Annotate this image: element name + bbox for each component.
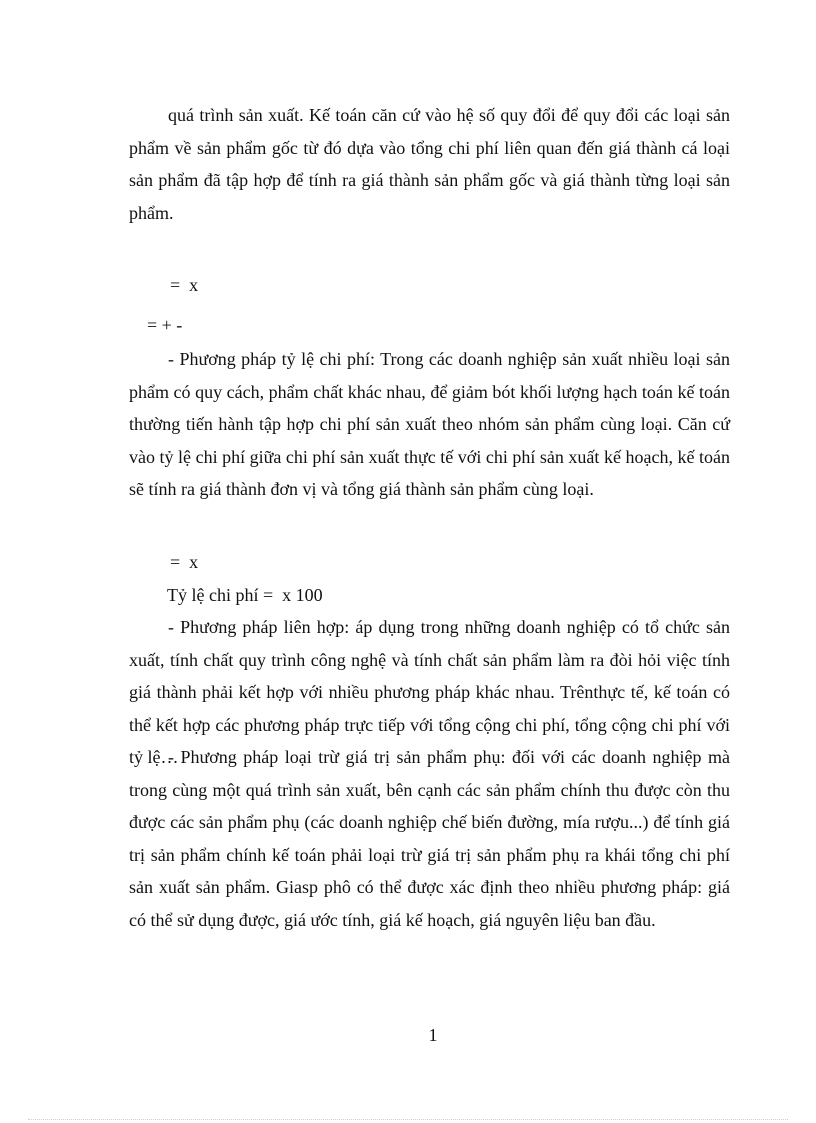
page-number: 1 xyxy=(428,1025,438,1045)
paragraph-cost-ratio-method: - Phương pháp tỷ lệ chi phí: Trong các doanh nghiệp sản xuất nhiều loại sản phẩm có quy cách, phẩm chất khác nhau, để giảm bót khối lượng hạch toán kế toán thường tiến hành tập hợp chi phí sản xuất theo nhóm sản phẩm cùng loại. Căn cứ vào tỷ lệ chi phí giữa chi phí sản xuất thực tế với chi phí sản xuất kế hoạch, kế toán sẽ tính ra giá thành đơn vị và tổng giá thành sản phẩm cùng loại. xyxy=(129,349,730,500)
formula-line: = + - xyxy=(147,315,183,335)
paragraph-combined-method: - Phương pháp liên hợp: áp dụng trong những doanh nghiệp có tổ chức sản xuất, tính chất quy trình công nghệ và tính chất sản phẩm làm ra đòi hỏi việc tính giá thành phải kết hợp với nhiều phương pháp khác nhau. Trênthực tế, kế toán có thể kết hợp các phương pháp trực tiếp với tổng cộng chi phí, tổng cộng chi phí với tỷ lệ… xyxy=(129,617,730,768)
formula-line: = x xyxy=(170,275,199,295)
paragraph-intro: quá trình sản xuất. Kế toán căn cứ vào hệ số quy đổi để quy đổi các loại sản phẩm về sản phẩm gốc từ đó dựa vào tổng chi phí liên quan đến giá thành cá loại sản phẩm đã tập hợp để tính ra giá thành sản phẩm gốc và giá thành từng loại sản phẩm. xyxy=(129,105,730,223)
formula-cost-ratio: Tỷ lệ chi phí = x 100 xyxy=(167,585,323,605)
paragraph-byproduct-method: - Phương pháp loại trừ giá trị sản phẩm phụ: đối với các doanh nghiệp mà trong cùng một quá trình sản xuất, bên cạnh các sản phẩm chính thu được còn thu được các sản phẩm phụ (các doanh nghiệp chế biến đường, mía rượu...) để tính giá trị sản phẩm chính kế toán phải loại trừ giá trị sản phẩm phụ ra khái tổng chi phí sản xuất sản phẩm. Giasp phô có thể được xác định theo nhiều phương pháp: giá có thể sử dụng được, giá ước tính, giá kế hoạch, giá nguyên liệu ban đầu. xyxy=(129,747,730,930)
footer-divider xyxy=(28,1119,788,1120)
formula-line: = x xyxy=(170,552,199,572)
